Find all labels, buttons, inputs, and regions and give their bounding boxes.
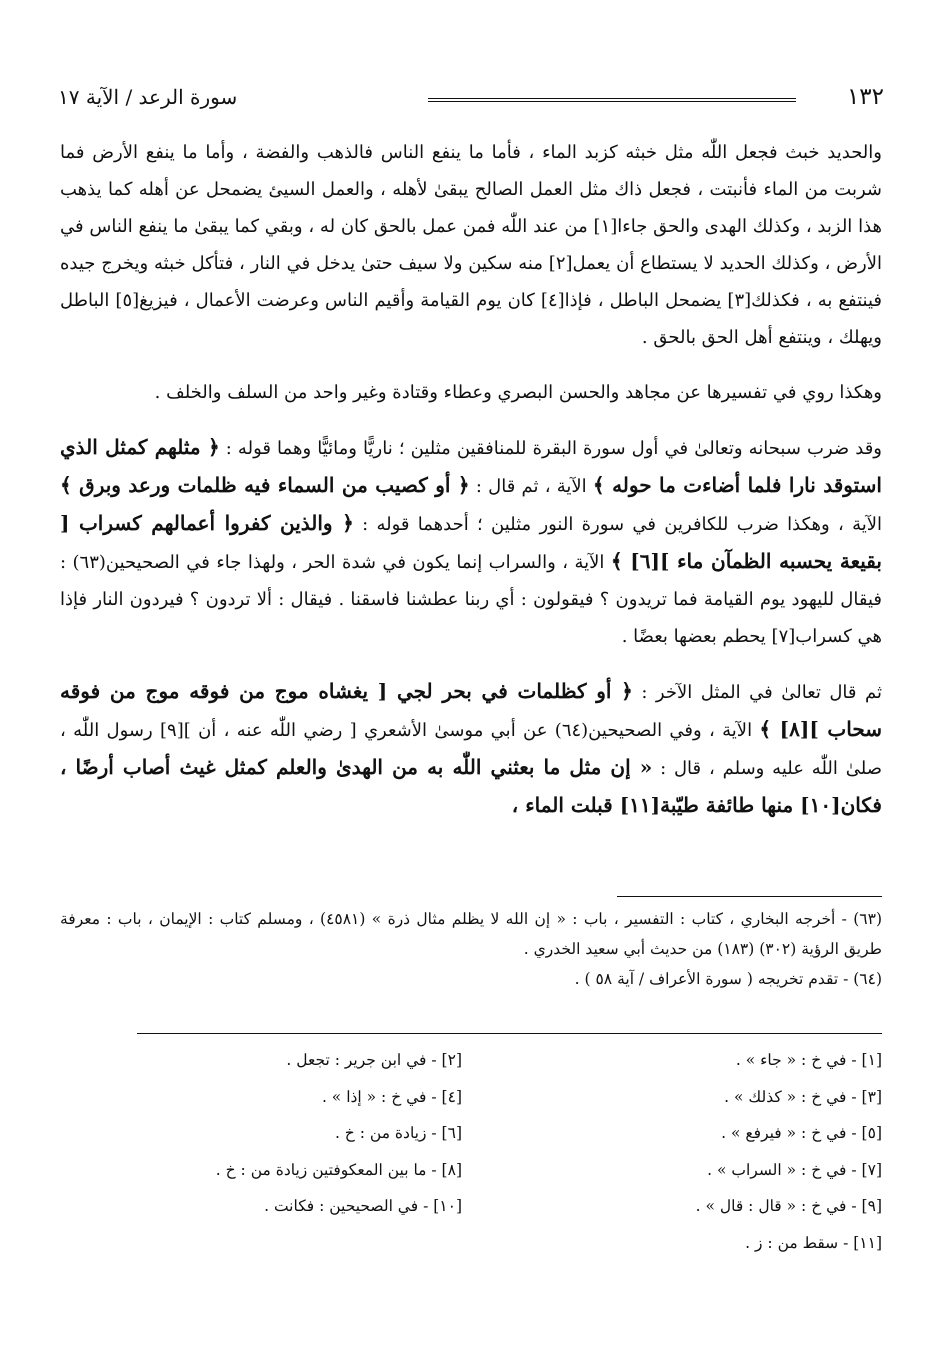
header-rule	[428, 98, 796, 102]
variant-readings	[60, 1042, 882, 1282]
variant-note: [١٠] - في الصحيحين : فكانت .	[264, 1197, 462, 1215]
footnote: (٦٤) - تقدم تخريجه ( سورة الأعراف / آية ٥٨ ) .	[574, 970, 882, 988]
variant-note: [١١] - سقط من : ز .	[745, 1233, 882, 1252]
paragraph	[60, 673, 882, 825]
variants-column-left	[82, 1042, 462, 1225]
variant-note: [٥] - في خ : « فيرفع » .	[721, 1124, 882, 1142]
variant-note: [٤] - في خ : « إذا » .	[321, 1087, 462, 1106]
variants-column-right	[502, 1042, 882, 1261]
paragraph-text: وهكذا روي في تفسيرها عن مجاهد والحسن البصري وعطاء وقتادة وغير واحد من السلف والخلف .	[154, 382, 882, 403]
hadith-quote: « إن مثل ما بعثني اللّٰه به من الهدىٰ والعلم كمثل غيث أصاب أرضًا ، فكان[١٠] منها طائفة طيّبة[١١] قبلت الماء ،	[60, 755, 882, 817]
variants-rule	[137, 1033, 882, 1034]
variant-note: [٢] - في ابن جرير : تجعل .	[286, 1051, 462, 1069]
paragraph-text: ثم قال تعالىٰ في المثل الآخر :	[641, 682, 882, 703]
paragraph-text: الآية ، وفي الصحيحين(٦٤) عن أبي موسىٰ الأشعري [ رضي اللّٰه عنه ، أن ][٩] رسول اللّٰه ، صلىٰ اللّٰه عليه وسلم ، قال :	[60, 720, 882, 779]
page-header	[58, 78, 884, 118]
paragraph	[60, 429, 882, 655]
page-number: ١٣٢	[846, 84, 884, 110]
quran-verse: ﴿ والذين كفروا أعمالهم كسراب [ بقيعة يحسبه الظمآن ماء ][٦] ﴾	[60, 511, 882, 573]
quran-verse: ﴿ أو كصيب من السماء فيه ظلمات ورعد وبرق ﴾	[60, 473, 470, 497]
quran-verse: ﴿ أو كظلمات في بحر لجي [ يغشاه موج من فوقه موج من فوقه سحاب ][٨] ﴾	[60, 679, 882, 741]
paragraph-text: الآية ، وهكذا ضرب للكافرين في سورة النور مثلين ؛ أحدهما قوله :	[362, 514, 882, 535]
paragraph	[60, 134, 882, 356]
paragraph-text: والحديد خبث فجعل اللّٰه مثل خبثه كزبد الماء ، فأما ما ينفع الناس فالذهب والفضة ، وأما ما ينفع الأرض فما شربت من الماء فأنبتت ، فجعل ذاك مثل العمل الصالح يبقىٰ لأهله ، والعمل السيئ يضمحل عن أهله كما يذهب هذا الزبد ، وكذلك الهدى والحق جاءا[١] من عند اللّٰه فمن عمل بالحق كان له ، وبقي كما يبقىٰ ما ينفع الناس في الأرض ، وكذلك الحديد لا يستطاع أن يعمل[٢] منه سكين ولا سيف حتىٰ يدخل في النار ، فتأكل خبثه ويخرج جيده فينتفع به ، فكذلك[٣] يضمحل الباطل ، فإذا[٤] كان يوم القيامة وأقيم الناس وعرضت الأعمال ، فيزيغ[٥] الباطل ويهلك ، وينتفع أهل الحق بالحق .	[60, 142, 883, 348]
main-text	[60, 134, 882, 843]
variant-note: [٣] - في خ : « كذلك » .	[724, 1087, 882, 1106]
footnote-rule	[617, 896, 882, 897]
variant-note: [٧] - في خ : « السراب » .	[707, 1160, 882, 1179]
variant-note: [٦] - زيادة من : خ .	[334, 1124, 462, 1142]
paragraph-text: الآية ، ثم قال :	[475, 476, 587, 497]
variant-note: [١] - في خ : « جاء » .	[735, 1051, 882, 1069]
paragraph-text: الآية ، والسراب إنما يكون في شدة الحر ، ولهذا جاء في الصحيحين(٦٣) : فيقال لليهود يوم القيامة فما تريدون ؟ فيقولون : أي ربنا عطشنا فاسقنا . فيقال : ألا تردون ؟ فيردون النار فإذا هي كسراب[٧] يحطم بعضها بعضًا .	[60, 552, 882, 647]
footnote: (٦٣) - أخرجه البخاري ، كتاب : التفسير ، باب : « إن الله لا يظلم مثال ذرة » (٤٥٨١) ، ومسلم كتاب : الإيمان ، باب : معرفة طريق الرؤية (٣٠٢) (١٨٣) من حديث أبي سعيد الخدري .	[60, 910, 882, 958]
paragraph-text: وقد ضرب سبحانه وتعالىٰ في أول سورة البقرة للمنافقين مثلين ؛ ناريًّا ومائيًّا وهما قوله :	[225, 438, 883, 459]
quran-verse: ﴿ مثلهم كمثل الذي استوقد نارا فلما أضاءت ما حوله ﴾	[60, 435, 882, 497]
running-title: سورة الرعد / الآية ١٧	[58, 85, 238, 109]
footnotes	[60, 904, 882, 994]
paragraph	[60, 374, 882, 411]
variant-note: [٩] - في خ : « قال : قال » .	[695, 1197, 882, 1215]
variant-note: [٨] - ما بين المعكوفتين زيادة من : خ .	[215, 1160, 462, 1179]
